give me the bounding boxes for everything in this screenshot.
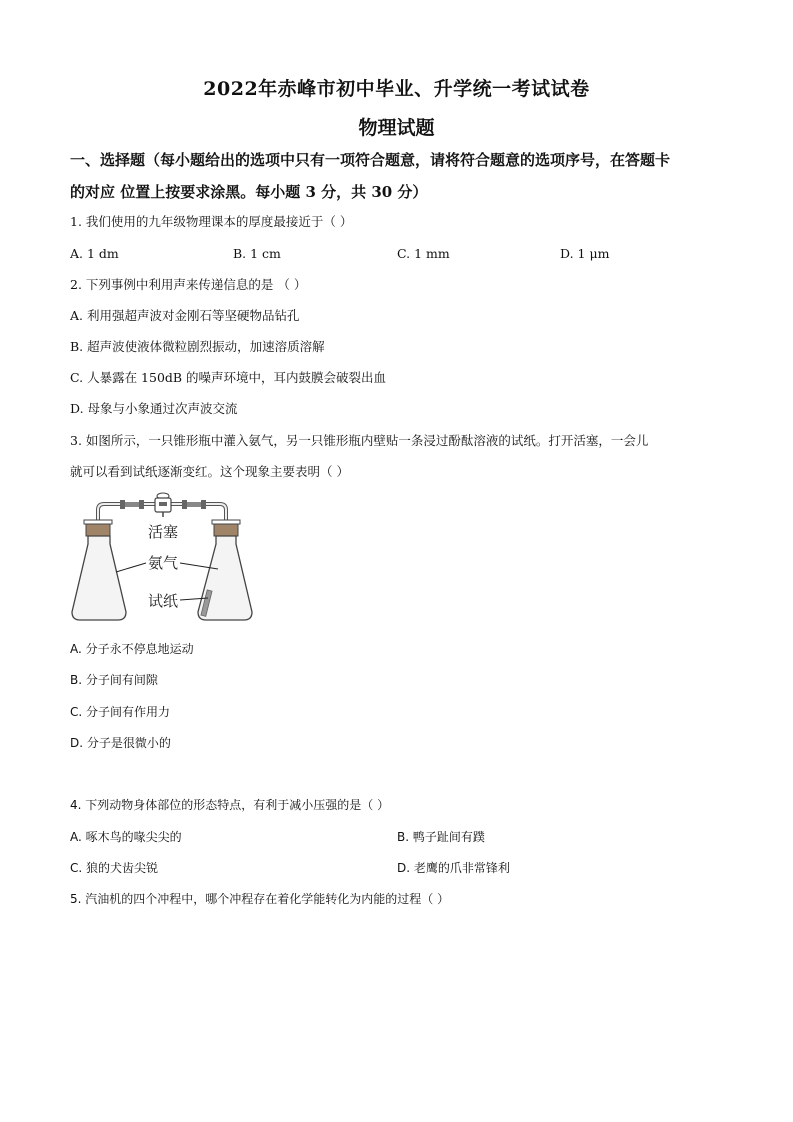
right-flask-icon [198, 520, 252, 620]
question-2-stem: 2. 下列事例中利用声来传递信息的是 （ ） [70, 277, 307, 292]
question-1-option-c: C. 1 mm [397, 246, 450, 261]
question-3-stem: 3. 如图所示，一只锥形瓶中灌入氨气，另一只锥形瓶内壁贴一条浸过酚酞溶液的试纸。打开活塞，一会儿 [70, 433, 649, 448]
question-4-option-c: C. 狼的犬齿尖锐 [70, 861, 159, 875]
question-2-option-b: B. 超声波使液体微粒剧烈振动，加速溶质溶解 [70, 339, 325, 354]
flask-diagram [68, 490, 258, 630]
question-4-option-d: D. 老鹰的爪非常锋利 [397, 861, 510, 875]
paper-label: 试纸 [148, 592, 179, 610]
left-flask-icon [72, 520, 126, 620]
question-2-option-c: C. 人暴露在 150dB 的噪声环境中，耳内鼓膜会破裂出血 [70, 370, 387, 385]
ammonia-diffusion-figure [68, 490, 258, 630]
exam-title: 2022年赤峰市初中毕业、升学统一考试试卷 [203, 78, 590, 100]
gas-label: 氨气 [148, 554, 179, 572]
question-4-stem: 4. 下列动物身体部位的形态特点，有利于减小压强的是（ ） [70, 798, 390, 812]
question-2-option-d: D. 母象与小象通过次声波交流 [70, 401, 238, 416]
question-3-option-c: C. 分子间有作用力 [70, 705, 171, 719]
question-3-option-a: A. 分子永不停息地运动 [70, 642, 194, 656]
valve-label: 活塞 [148, 523, 179, 541]
question-3-option-b: B. 分子间有间隙 [70, 673, 158, 687]
question-1-option-d: D. 1 μm [560, 246, 610, 261]
question-3-stem-cont: 就可以看到试纸逐渐变红。这个现象主要表明（ ） [70, 464, 349, 479]
section-heading: 一、选择题（每小题给出的选项中只有一项符合题意，请将符合题意的选项序号，在答题卡 [70, 151, 671, 169]
question-4-option-b: B. 鸭子趾间有蹼 [397, 830, 485, 844]
question-2-option-a: A. 利用强超声波对金刚石等坚硬物品钻孔 [70, 308, 300, 323]
question-1-option-b: B. 1 cm [233, 246, 281, 261]
question-3-option-d: D. 分子是很微小的 [70, 736, 171, 750]
question-4-option-a: A. 啄木鸟的喙尖尖的 [70, 830, 182, 844]
subject-title: 物理试题 [358, 117, 435, 139]
valve-icon [155, 493, 171, 517]
question-1-option-a: A. 1 dm [70, 246, 119, 261]
section-heading-cont: 的对应 位置上按要求涂黑。每小题 3 分，共 30 分） [70, 183, 428, 201]
question-1-stem: 1. 我们使用的九年级物理课本的厚度最接近于（ ） [70, 214, 353, 229]
question-5-stem: 5. 汽油机的四个冲程中，哪个冲程存在着化学能转化为内能的过程（ ） [70, 892, 450, 906]
